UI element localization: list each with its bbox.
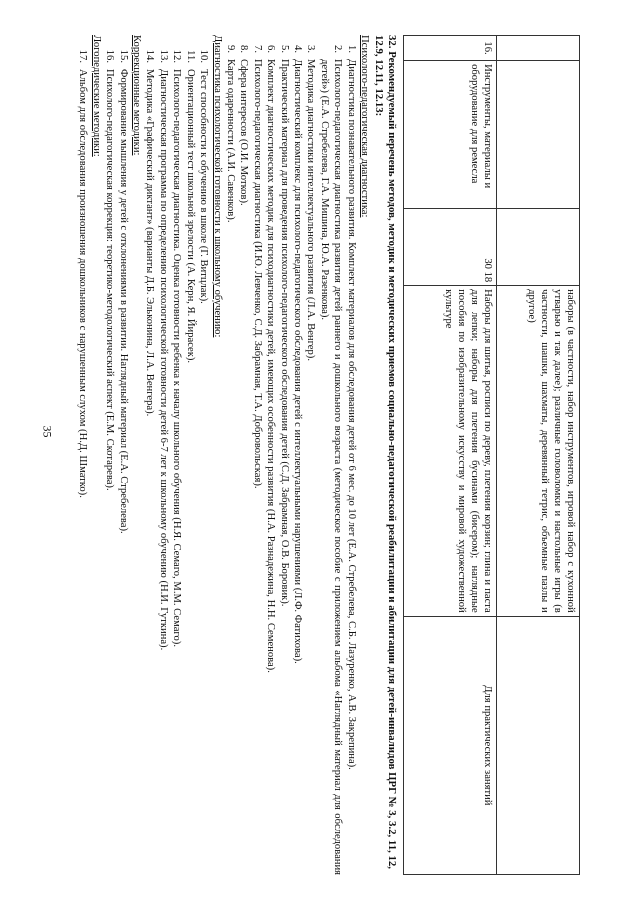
item-number: 3.	[305, 45, 317, 53]
item-number: 12.	[171, 49, 183, 63]
item-number: 14.	[144, 49, 156, 63]
category	[143, 35, 223, 875]
list-item	[277, 35, 290, 875]
item-number: 15.	[117, 49, 129, 63]
category-heading: Психолого-педагогическая диагностика:	[359, 35, 370, 218]
item-text: Ориентационный тест школьной зрелости (А. Керн, Я. Йирасек).	[184, 69, 196, 364]
row-description: Наборы для шитья, росписи по дереву, плетения корзин; глина и паста для лепки; наборы для плетения бусинами (бисером); наглядные пособия по изобразительному искусству и мировой художественной культуре	[404, 286, 497, 617]
item-number: 7.	[251, 45, 263, 53]
item-text: Психолого-педагогическая диагностика. Оценка готовности ребенка к началу школьного обучения (Н.Я. Семаго, М.М. Семаго).	[171, 69, 183, 647]
list-item	[157, 35, 170, 875]
item-text: Тест способности к обучению в школе (Г. Витцлак).	[198, 69, 210, 304]
list-item	[250, 35, 263, 875]
category	[76, 35, 103, 875]
item-text: Сфера интересов (О.И. Мотков).	[238, 59, 250, 206]
list-item	[237, 35, 250, 875]
item-text: Методика диагностики интеллектуального развития (Л.А. Венгер).	[305, 59, 317, 361]
item-text: Методика «Графический диктант» (варианты Д.Б. Эльконина, Л.А. Венгера).	[144, 69, 156, 417]
item-number: 16.	[104, 49, 116, 63]
page-number: 35	[40, 425, 55, 438]
item-number: 17.	[77, 49, 89, 63]
item-number: 11.	[184, 50, 196, 63]
table-row	[497, 36, 580, 875]
methods-list	[76, 35, 371, 875]
row-purpose: Для практических занятий	[404, 616, 497, 874]
item-text: Практический материал для проведения психолого-педагогического обследования детей (С.Д. Забрамная, О.В. Боровик).	[278, 59, 290, 607]
item-number: 2.	[332, 45, 344, 53]
item-text: Альбом для обследования произношения дошкольников с нарушенным слухом (Н.Д. Шматко).	[77, 69, 89, 498]
table-cell	[497, 61, 580, 209]
item-number: 13.	[157, 49, 169, 63]
table-cell	[497, 616, 580, 874]
list-item	[170, 35, 183, 875]
item-number: 1.	[345, 45, 357, 53]
list-item	[344, 35, 357, 875]
item-number: 10.	[198, 49, 210, 63]
item-text: Психолого-педагогическая диагностика развития детей раннего и дошкольного возраста (методическое пособие с приложением альбома «Наглядный материал для обследования детей») (Е.А. Стребелева, Г.А. Мишина, Ю.А. Разенкова).	[318, 59, 344, 875]
category-heading: Логопедические методики:	[90, 35, 102, 157]
item-text: Диагностическая программа по определению психологической готовности детей 6-7 лет к школьному обучению (Н.И. Гуткина).	[157, 69, 169, 651]
equipment-table	[403, 35, 580, 875]
item-text: Диагностический комплекс для психолого-педагогического обследования детей с интеллектуальными нарушениями (Л.Ф. Фатихова).	[291, 59, 303, 664]
item-number: 6.	[265, 45, 277, 53]
item-text: Карта одаренности (А.И. Савенков).	[224, 59, 236, 223]
section-title: 32. Рекомендуемый перечень методов, методик и методических приемов социально-педагогической реабилитации и абилитации для детей-инвалидов ЦРГ № 3, 3.2, 11, 12, 12.9, 12.11, 12.13:	[372, 35, 398, 870]
list-item	[264, 35, 277, 875]
item-text: Комплект диагностических методик для психодиагностики детей, имеющих особенности развития (Н.А. Разнадежина, Н.Н. Семенова).	[265, 59, 277, 673]
list-item	[197, 35, 210, 875]
list-item	[304, 35, 317, 875]
table-cell	[497, 208, 580, 285]
row-number: 16.	[404, 36, 497, 61]
item-number: 8.	[238, 45, 250, 53]
list-item	[291, 35, 304, 875]
row-quantity: 30 18	[404, 208, 497, 285]
list-item	[103, 35, 116, 875]
row-name: Инструменты, материалы и оборудование для ремесла	[404, 61, 497, 209]
list-item	[183, 35, 196, 875]
rotated-page-content	[77, 35, 580, 880]
item-number: 9.	[224, 45, 236, 53]
item-text: Диагностика познавательного развития. Комплект материалов для обследования детей от 6 мес. до 10 лет (Е.А. Стребелева, С.Б. Лазуренко, А.В. Закрепина).	[345, 59, 357, 770]
category	[224, 35, 371, 875]
item-number: 5.	[278, 45, 290, 53]
category-heading: Диагностика психологической готовности к школьному обучению:	[211, 35, 223, 338]
list-item	[76, 35, 89, 875]
list-item	[116, 35, 129, 875]
category-heading: Коррекционные методики:	[131, 35, 143, 156]
list-item	[143, 35, 156, 875]
table-row	[404, 36, 497, 875]
item-text: Психолого-педагогическая коррекция: теоретико-методологический аспект (Е.М. Скотарева).	[104, 69, 116, 491]
table-cell	[497, 36, 580, 61]
list-item	[224, 35, 237, 875]
item-text: Психолого-педагогическая диагностика (И.Ю. Левченко, С.Д. Забрамная, Т.А. Добровольская).	[251, 59, 263, 489]
category	[103, 35, 143, 875]
item-text: Формирование мышления у детей с отклонениями в развитии. Наглядный материал (Е.А. Стребелева).	[117, 69, 129, 534]
item-number: 4.	[291, 45, 303, 53]
table-cell-description: наборы (в частности, набор инструментов, игровой набор с кухонной утварью и так далее); различные головоломки и настольные игры (в частности, шашки, шахматы, деревянный тетрис, объемные пазлы и другое)	[497, 286, 580, 617]
list-item	[317, 35, 344, 875]
